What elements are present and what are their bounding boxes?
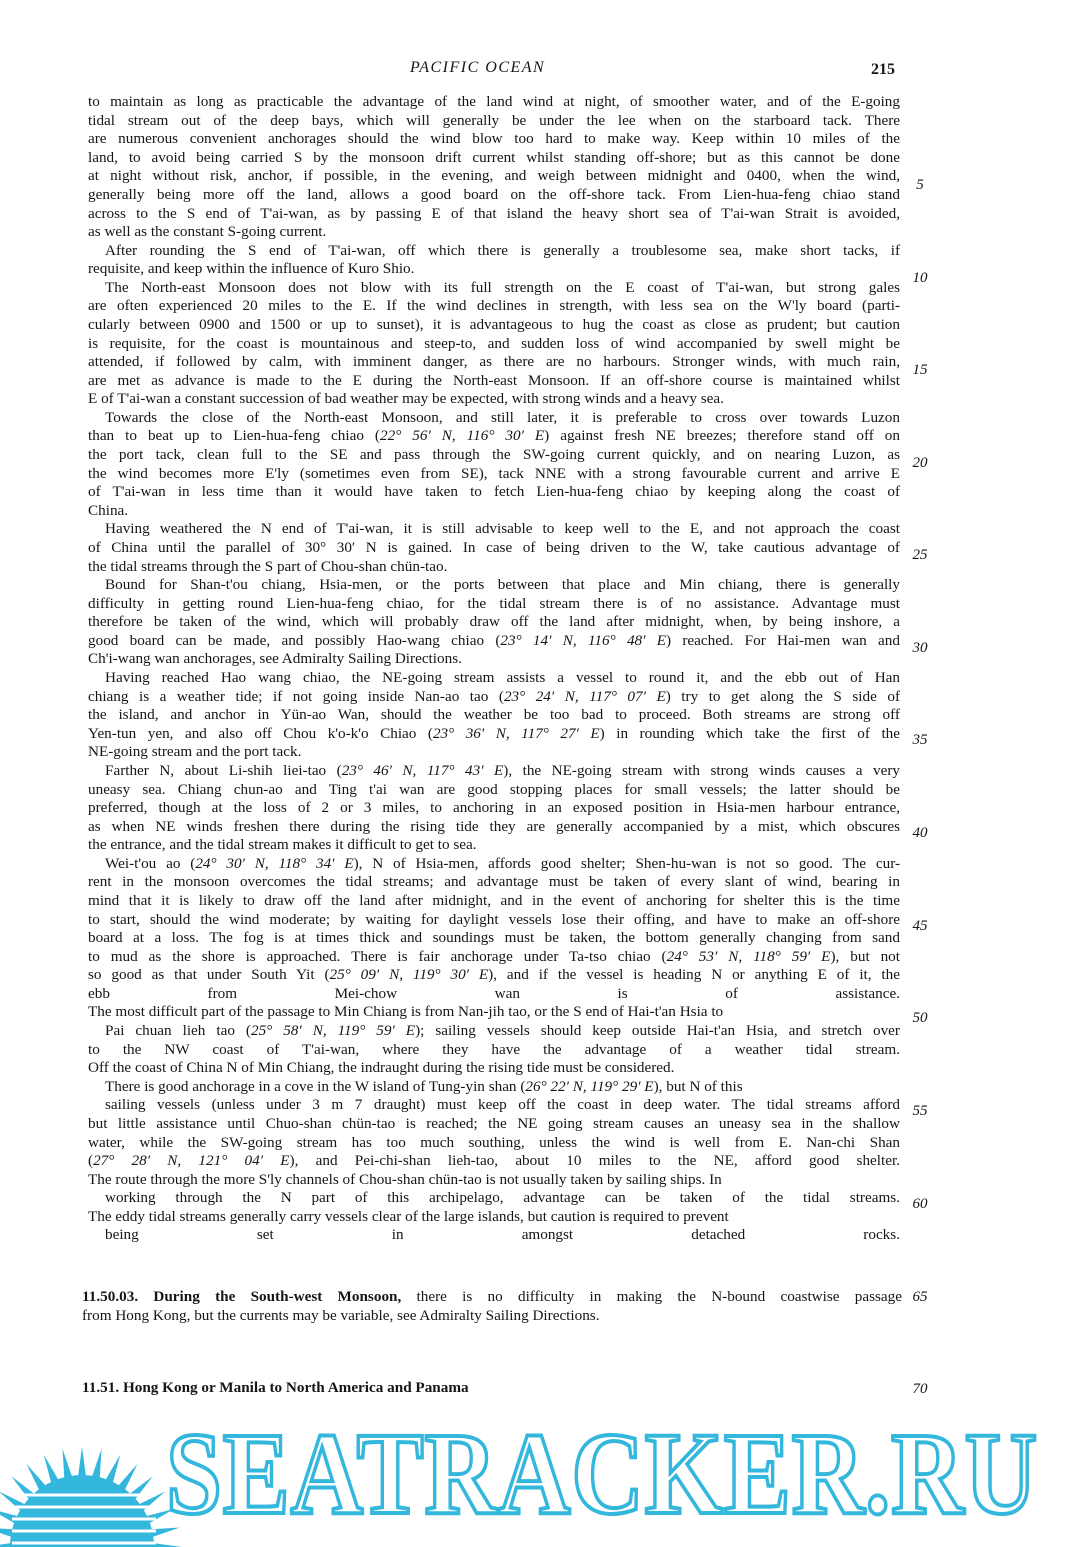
text-span: ), and if the vessel is heading N or anything E of it, the	[488, 966, 900, 984]
body-line: board at a loss. The fog is at times thick and soundings must be taken, the bottom generally changing from sand	[88, 929, 900, 947]
body-line	[88, 632, 900, 651]
body-line: to the NW coast of T'ai-wan, where they have the advantage of a weather tidal stream.	[88, 1040, 900, 1058]
text-span: ), but not	[830, 947, 900, 965]
body-line: but little assistance until Chuo-shan chün-tao is reached; the NE going stream causes an uneasy sea in the shallow	[88, 1114, 900, 1132]
body-line: as when NE winds freshen there during the rising tide they are generally accompanied by a mist, which obscures	[88, 817, 900, 835]
coordinates: 22° 56′ N, 116° 30′ E	[380, 427, 545, 445]
line-number: 45	[912, 918, 928, 934]
body-line: requisite, and keep within the influence of Kuro Shio.	[88, 260, 415, 278]
text-span: ) try to get along the S side of	[665, 687, 901, 705]
line-number: 30	[912, 640, 928, 656]
body-line: Towards the close of the North-east Monsoon, and still later, it is preferable to cross over towards Luzon	[105, 408, 900, 426]
body-line: uneasy sea. Chiang chun-ao and Ting t'ai wan are good stopping places for small vessels; the latter should be	[88, 780, 900, 798]
body-line: attended, if followed by calm, with imminent danger, as there are no harbours. Stronger winds, with much rain,	[88, 353, 900, 371]
line-number: 15	[912, 362, 928, 378]
body-line: ebb from Mei-chow wan is of assistance.	[88, 984, 900, 1002]
body-line	[88, 948, 900, 967]
section-number: 11.51.	[82, 1379, 120, 1396]
body-line: the wind becomes more E'ly (sometimes even from SE), tack NNE with a strong favourable current and arrive E	[88, 464, 900, 482]
body-line: E of T'ai-wan a constant succession of bad weather may be expected, with strong winds and a heavy sea.	[88, 390, 724, 408]
body-line: The eddy tidal streams generally carry vessels clear of the large islands, but caution is required to prevent	[88, 1207, 729, 1225]
line-number: 60	[912, 1196, 928, 1212]
watermark-text: SEATRACKER.RU	[166, 1408, 1038, 1539]
line-number: 40	[912, 825, 928, 841]
body-line: working through the N part of this archipelago, advantage can be taken of the tidal streams.	[105, 1189, 900, 1207]
watermark	[0, 1395, 1080, 1547]
line-number: 35	[912, 732, 928, 748]
body-line: is requisite, for the coast is mountainous and steep-to, and sudden loss of wind accompanied by swell might be	[88, 334, 900, 352]
body-line: rent in the monsoon overcomes the tidal streams; and advantage must be taken of every slant of wind, bearing in	[88, 873, 900, 891]
text-span: chiang is a weather tide; if not going inside Nan-ao tao (	[88, 687, 504, 705]
body-line: preferred, though at the loss of 2 or 3 miles, to anchoring in an exposed position in Hsia-men harbour entrance,	[88, 799, 900, 816]
line-number: 25	[912, 547, 928, 563]
body-line: The route through the more S'ly channels of Chou-shan chün-tao is not usually taken by sailing ships. In	[88, 1170, 722, 1188]
body-line: generally being more off the land, allows a good board on the off-shore tack. From Lien-hua-feng chiao stand	[88, 185, 900, 203]
coordinates: 24° 53′ N, 118° 59′ E	[666, 947, 831, 965]
body-line	[88, 688, 900, 707]
text-span: There is good anchorage in a cove in the W island of Tung-yin shan (	[105, 1077, 526, 1095]
coordinates: 23° 24′ N, 117° 07′ E	[503, 687, 666, 705]
body-line: the tidal streams through the S part of Chou-shan chün-tao.	[88, 557, 448, 575]
coordinates: 23° 14′ N, 116° 48′ E	[500, 631, 667, 649]
line-number: 10	[912, 270, 928, 286]
sun-icon	[0, 1447, 182, 1547]
text-span: ), N of Hsia-men, affords good shelter; Shen-hu-wan is not so good. The cur-	[353, 854, 901, 872]
body-line: NE-going stream and the port tack.	[88, 743, 302, 761]
line-number: 65	[912, 1289, 928, 1305]
line-number: 5	[916, 177, 924, 193]
text-span: ), the NE-going stream with strong winds causes a very	[503, 761, 900, 779]
body-line: of China until the parallel of 30° 30′ N is gained. In case of being driven to the W, take cautious advantage of	[88, 538, 900, 556]
line-number: 50	[912, 1010, 928, 1026]
coordinates: 26° 22′ N, 119° 29′ E	[525, 1077, 654, 1095]
body-line: After rounding the S end of T'ai-wan, off which there is generally a troublesome sea, make short tacks, if	[105, 241, 900, 259]
body-line: at night without risk, anchor, if possible, in the evening, and weigh between midnight and 0400, when the wind,	[88, 167, 900, 185]
body-line: are met as advance is made to the E during the North-east Monsoon. If an off-shore course is maintained whilst	[88, 371, 900, 389]
body-line	[88, 427, 900, 446]
section-text: there is no difficulty in making the N-bound coastwise passage	[401, 1288, 902, 1305]
body-line: to maintain as long as practicable the advantage of the land wind at night, of smoother water, and of the E-going	[88, 93, 900, 110]
body-line: are numerous convenient anchorages should the wind blow too hard to make way. Keep within 10 miles of the	[88, 130, 900, 148]
body-line: Ch'i-wang wan anchorages, see Admiralty Sailing Directions.	[88, 650, 462, 668]
body-line	[88, 1152, 900, 1171]
section-11-50-03-line-2: from Hong Kong, but the currents may be variable, see Admiralty Sailing Directions.	[82, 1307, 600, 1324]
body-line	[88, 966, 900, 985]
line-number: 55	[912, 1103, 928, 1119]
body-line	[105, 1078, 900, 1097]
text-span: ); sailing vessels should keep outside Hai-t'an Hsia, and stretch over	[415, 1022, 900, 1039]
running-title: PACIFIC OCEAN	[410, 59, 546, 76]
coordinates: 24° 30′ N, 118° 34′ E	[195, 854, 354, 872]
body-line: are often experienced 20 miles to the E. If the wind declines in strength, with less sea on the W'ly board (parti-	[88, 297, 900, 315]
body-line: sailing vessels (unless under 3 m 7 draught) must keep off the coast in deep water. The tidal streams afford	[105, 1096, 900, 1114]
body-line: The most difficult part of the passage to Min Chiang is from Nan-jih tao, or the S end of Hai-t'an Hsia to	[88, 1003, 724, 1021]
section-number: 11.50.03.	[82, 1288, 139, 1305]
body-line: The North-east Monsoon does not blow with its full strength on the E coast of T'ai-wan, but strong gales	[105, 278, 900, 296]
body-line: mind that it is likely to draw off the land after midnight, and in the event of anchoring for shelter this is the time	[88, 891, 900, 909]
coordinates: 25° 09′ N, 119° 30′ E	[329, 966, 489, 984]
text-span: so good as that under South Yit (	[88, 966, 330, 984]
text-span: ), and Pei-chi-shan lieh-tao, about 10 miles to the NE, afford good shelter.	[289, 1152, 900, 1170]
body-line	[88, 725, 900, 744]
text-span: Farther N, about Li-shih liei-tao (	[105, 761, 342, 779]
body-line: the port tack, clean full to the SE and pass through the SW-going current quickly, and on nearing Luzon, as	[88, 446, 900, 463]
body-line: the island, and anchor in Yün-ao Wan, should the weather be too bad to proceed. Both streams are strong off	[88, 706, 900, 724]
section-lead: During the South-west Monsoon,	[153, 1288, 402, 1305]
section-11-50-03-line-1	[82, 1287, 902, 1306]
text-span: good board can be made, and possibly Hao-wang chiao (	[88, 631, 501, 649]
text-span: than to beat up to Lien-hua-feng chiao (	[88, 427, 380, 445]
coordinates: 23° 46′ N, 117° 43′ E	[341, 761, 504, 779]
page-number: 215	[871, 61, 895, 78]
coordinates: 23° 36′ N, 117° 27′ E	[432, 724, 600, 742]
body-line: across to the S end of T'ai-wan, as by passing E of that island the heavy short sea of T'ai-wan Strait is avoided,	[88, 204, 900, 222]
body-line	[105, 1022, 900, 1041]
text-span: (	[88, 1152, 94, 1170]
body-line: to start, should the wind moderate; by waiting for daylight vessels lose their offing, and have to make an off-shore	[88, 910, 900, 928]
body-line: Having weathered the N end of T'ai-wan, it is still advisable to keep well to the E, and not approach the coast	[105, 520, 900, 538]
coordinates: 27° 28′ N, 121° 04′ E	[93, 1152, 290, 1170]
body-line: as well as the constant S-going current.	[88, 223, 327, 241]
body-line: tidal stream out of the deep bays, which will generally be under the lee when on the starboard tack. There	[88, 111, 900, 129]
text-span: Yen-tun yen, and also off Chou k'o-k'o Chiao (	[88, 724, 433, 742]
text-span: ) reached. For Hai-men wan and	[666, 631, 900, 649]
body-line: the entrance, and the tidal stream makes it difficult to get to sea.	[88, 836, 477, 854]
text-span: Wei-t'ou ao (	[105, 854, 196, 872]
text-span: ) against fresh NE breezes; therefore stand off on	[544, 427, 900, 445]
body-line: land, to avoid being carried S by the monsoon drift current whilst standing off-shore; but as this cannot be done	[88, 148, 900, 166]
text-span: to mud as the shore is approached. There is fair anchorage under Ta-tso chiao (	[88, 947, 667, 965]
body-line: water, while the SW-going stream has too much southing, unless the wind is well from E. Nan-chi Shan	[88, 1133, 900, 1151]
body-line: difficulty in getting round Lien-hua-feng chiao, for the tidal stream there is of no assistance. Advantage must	[88, 594, 900, 612]
text-span: ) in rounding which take the first of the	[599, 724, 901, 742]
body-line: of T'ai-wan in less time than it would have taken to fetch Lien-hua-feng chiao by keeping along the coast of	[88, 483, 900, 501]
body-line: Bound for Shan-t'ou chiang, Hsia-men, or the ports between that place and Min chiang, there is generally	[105, 576, 900, 594]
body-line: therefore be taken of the wind, which will probably draw off the land after midnight, when, by being inshore, a	[88, 613, 900, 631]
body-line: Having reached Hao wang chiao, the NE-going stream assists a vessel to round it, and the ebb out of Han	[105, 669, 900, 686]
text-span: Pai chuan lieh tao (	[105, 1022, 251, 1039]
body-line	[105, 762, 900, 781]
body-line: being set in amongst detached rocks.	[105, 1226, 900, 1244]
body-line: Off the coast of China N of Min Chiang, the indraught during the rising tide must be considered.	[88, 1059, 675, 1077]
text-span: ), but N of this	[653, 1077, 743, 1095]
coordinates: 25° 58′ N, 119° 59′ E	[250, 1022, 416, 1039]
body-line	[105, 855, 900, 874]
section-title: Hong Kong or Manila to North America and Panama	[122, 1379, 469, 1396]
line-number: 20	[912, 455, 928, 471]
line-number: 70	[912, 1381, 928, 1397]
body-line: China.	[88, 501, 129, 519]
body-line: cularly between 0900 and 1500 or up to sunset), it is advantageous to hug the coast as close as prudent; but caution	[88, 316, 900, 333]
